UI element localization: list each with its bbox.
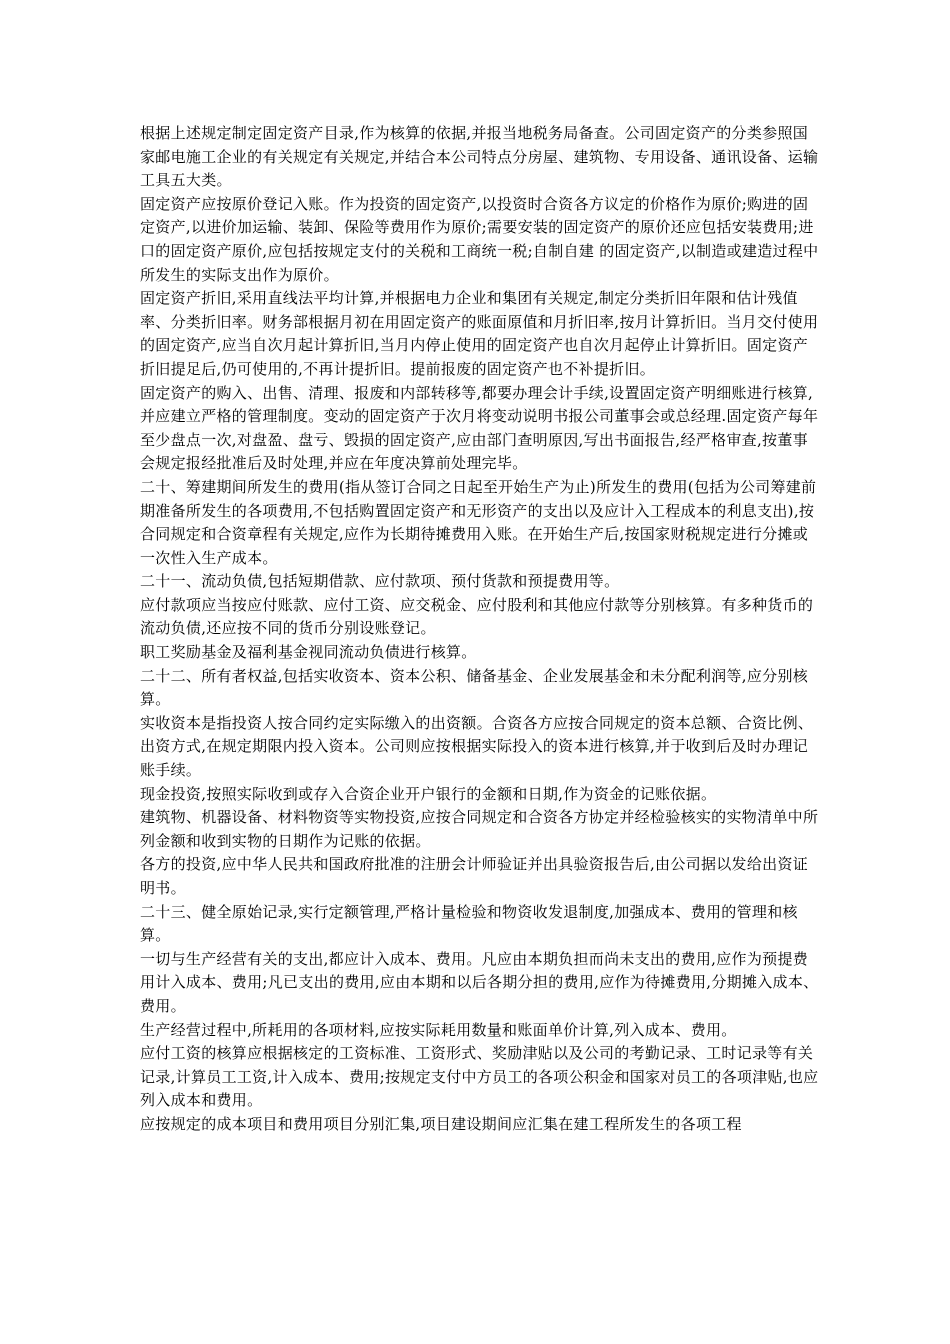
paragraph-costs-expenses: 一切与生产经营有关的支出,都应计入成本、费用。凡应由本期负担而尚未支出的费用,应作为预提费用计入成本、费用;凡已支出的费用,应由本期和以后各期分担的费用,应作为待摊费用,分期摊入成本、费用。	[140, 949, 819, 1015]
paragraph-article-20: 二十、筹建期间所发生的费用(指从签订合同之日起至开始生产为止)所发生的费用(包括为公司筹建前期准备所发生的各项费用,不包括购置固定资产和无形资产的支出以及应计入工程成本的利息支出),按合同规定和合资章程有关规定,应作为长期待摊费用入账。在开始生产后,按国家财税规定进行分摊或一次性入生产成本。	[140, 477, 817, 567]
paragraph-paid-in-capital: 实收资本是指投资人按合同约定实际缴入的出资额。合资各方应按合同规定的资本总额、合资比例、出资方式,在规定期限内投入资本。公司则应按根据实际投入的资本进行核算,并于收到后及时办理记账手续。	[140, 713, 814, 780]
paragraph-cost-items: 应按规定的成本项目和费用项目分别汇集,项目建设期间应汇集在建工程所发生的各项工程	[140, 1114, 742, 1133]
document-body	[140, 122, 820, 1137]
paragraph-wages: 应付工资的核算应根据核定的工资标准、工资形式、奖励津贴以及公司的考勤记录、工时记录等有关记录,计算员工工资,计入成本、费用;按规定支付中方员工的各项公积金和国家对员工的各项津贴,也应列入成本和费用。	[140, 1044, 819, 1110]
paragraph-depreciation: 固定资产折旧,采用直线法平均计算,并根据电力企业和集团有关规定,制定分类折旧年限和估计残值率、分类折旧率。财务部根据月初在用固定资产的账面原值和月折旧率,按月计算折旧。当月交付使用的固定资产,应当自次月起计算折旧,当月内停止使用的固定资产也自次月起停止计算折旧。固定资产折旧提足后,仍可使用的,不再计提折旧。提前报废的固定资产也不补提折旧。	[140, 289, 819, 378]
paragraph-original-cost: 固定资产应按原价登记入账。作为投资的固定资产,以投资时合资各方议定的价格作为原价;购进的固定资产,以进价加运输、装卸、保险等费用作为原价;需要安装的固定资产的原价还应包括安装费用;进口的固定资产原价,应包括按规定支付的关税和工商统一税;自制自建 的固定资产,以制造或建造过程中所发生的实际支出作为原价。	[140, 194, 819, 284]
paragraph-cash-investment: 现金投资,按照实际收到或存入合资企业开户银行的金额和日期,作为资金的记账依据。	[140, 784, 717, 803]
paragraph-fixed-asset-catalog: 根据上述规定制定固定资产目录,作为核算的依据,并报当地税务局备查。公司固定资产的分类参照国家邮电施工企业的有关规定有关规定,并结合本公司特点分房屋、建筑物、专用设备、通讯设备、运输工具五大类。	[140, 124, 819, 190]
paragraph-article-22: 二十二、所有者权益,包括实收资本、资本公积、储备基金、企业发展基金和未分配利润等,应分别核算。	[140, 666, 809, 709]
paragraph-employee-funds: 职工奖励基金及福利基金视同流动负债进行核算。	[140, 643, 477, 662]
paragraph-materials: 生产经营过程中,所耗用的各项材料,应按实际耗用数量和账面单价计算,列入成本、费用。	[140, 1020, 737, 1039]
paragraph-article-23: 二十三、健全原始记录,实行定额管理,严格计量检验和物资收发退制度,加强成本、费用的管理和核算。	[140, 902, 798, 945]
paragraph-in-kind-investment: 建筑物、机器设备、材料物资等实物投资,应按合同规定和合资各方协定并经检验核实的实物清单中所列金额和收到实物的日期作为记账的依据。	[140, 808, 819, 850]
paragraph-asset-changes: 固定资产的购入、出售、清理、报废和内部转移等,都要办理会计手续,设置固定资产明细账进行核算,并应建立严格的管理制度。变动的固定资产于次月将变动说明书报公司董事会或总经理.固定资产每年至少盘点一次,对盘盈、盘亏、毁损的固定资产,应由部门查明原因,写出书面报告,经严格审查,按董事会规定报经批准后及时处理,并应在年度决算前处理完毕。	[140, 383, 819, 473]
paragraph-capital-verification: 各方的投资,应中华人民共和国政府批准的注册会计师验证并出具验资报告后,由公司据以发给出资证明书。	[140, 855, 809, 897]
paragraph-article-21: 二十一、流动负债,包括短期借款、应付款项、预付货款和预提费用等。	[140, 572, 620, 591]
paragraph-payables: 应付款项应当按应付账款、应付工资、应交税金、应付股利和其他应付款等分别核算。有多种货币的流动负债,还应按不同的货币分别设账登记。	[140, 595, 814, 638]
